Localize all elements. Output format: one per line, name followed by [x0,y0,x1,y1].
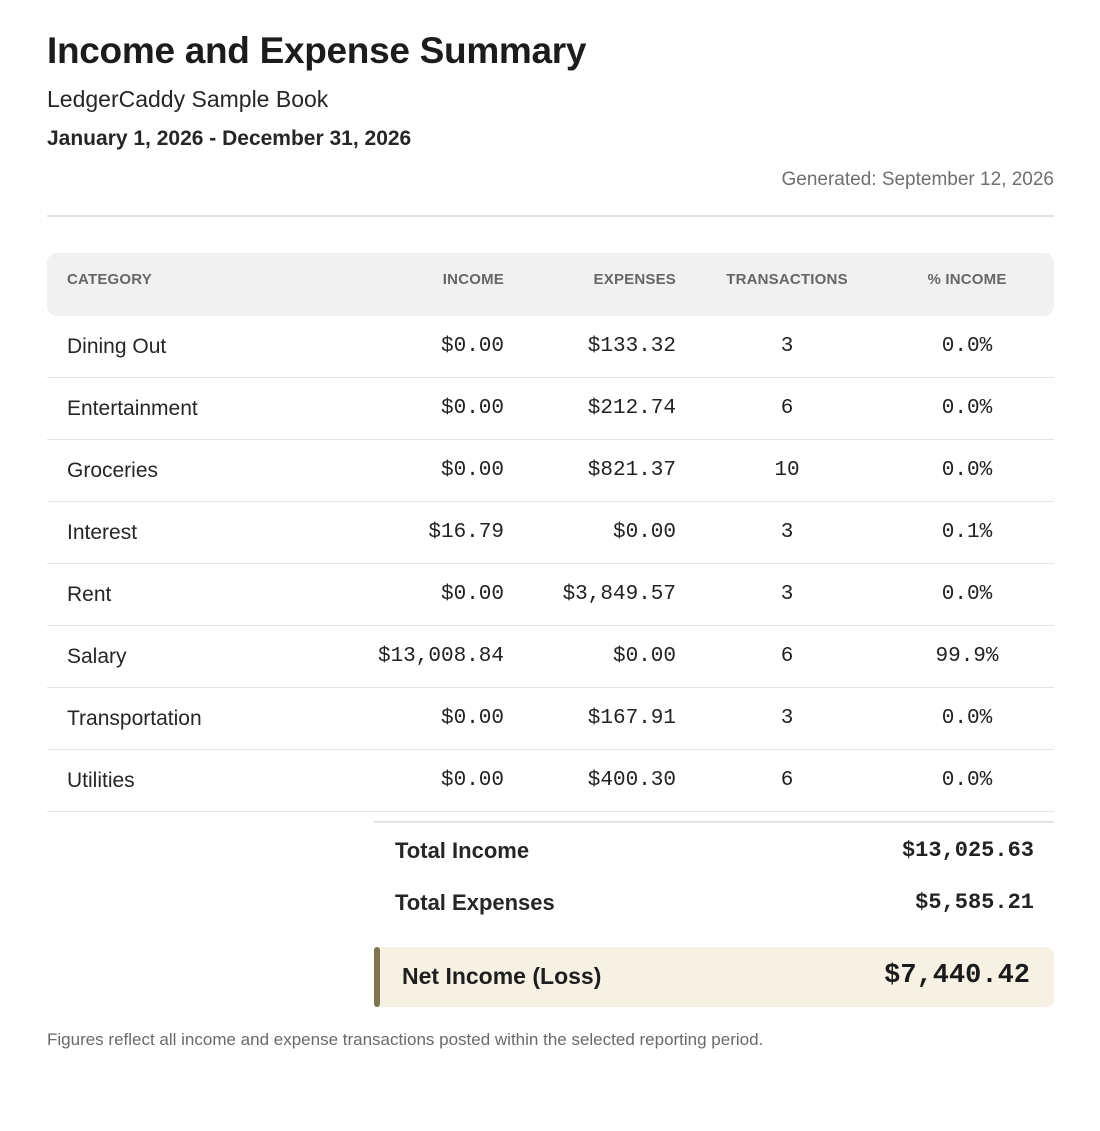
header-expenses[interactable]: EXPENSES [593,271,676,288]
income-cell: $0.00 [440,397,504,420]
expenses-cell: $212.74 [587,397,676,420]
net-income-label: Net Income (Loss) [402,963,602,989]
pct-income-cell: 0.0% [941,707,993,730]
header-divider [47,215,1054,217]
table-row [47,378,1054,440]
income-cell: $0.00 [440,459,504,482]
income-cell: $0.00 [440,583,504,606]
total-income-row [374,823,1054,875]
total-income-label: Total Income [395,838,530,863]
transactions-cell: 3 [780,707,794,730]
net-income-accent-bar [374,947,380,1007]
category-cell: Transportation [67,707,202,730]
category-cell: Salary [67,645,127,668]
expenses-cell: $821.37 [587,459,676,482]
table-row [47,626,1054,688]
table-header [47,253,1054,316]
expenses-cell: $0.00 [612,645,676,668]
income-cell: $0.00 [440,335,504,358]
total-expenses-value: $5,585.21 [915,890,1034,915]
net-income-value: $7,440.42 [884,961,1030,991]
transactions-cell: 6 [780,397,794,420]
pct-income-cell: 0.0% [941,583,993,606]
total-expenses-label: Total Expenses [395,890,555,915]
totals-section [374,821,1054,927]
table-row [47,564,1054,626]
transactions-cell: 3 [780,583,794,606]
total-expenses-row [374,875,1054,927]
category-cell: Interest [67,521,138,544]
pct-income-cell: 0.1% [941,521,993,544]
category-cell: Utilities [67,769,135,792]
total-income-value: $13,025.63 [901,838,1034,863]
pct-income-cell: 0.0% [941,335,993,358]
net-income-box [374,947,1054,1007]
transactions-cell: 3 [780,521,794,544]
income-cell: $0.00 [440,769,504,792]
expenses-cell: $0.00 [612,521,676,544]
pct-income-cell: 0.0% [941,459,993,482]
category-cell: Rent [67,583,112,606]
transactions-cell: 6 [780,769,794,792]
header-pct-income[interactable]: % INCOME [927,271,1007,288]
pct-income-cell: 0.0% [941,397,993,420]
income-cell: $16.79 [428,521,504,544]
table-row [47,688,1054,750]
header-transactions[interactable]: TRANSACTIONS [726,271,848,288]
table-row [47,502,1054,564]
income-cell: $0.00 [440,707,504,730]
book-name: LedgerCaddy Sample Book [47,86,329,112]
expenses-cell: $400.30 [587,769,676,792]
expenses-cell: $3,849.57 [562,583,676,606]
generated-date: Generated: September 12, 2026 [781,169,1054,190]
summary-table [47,253,1054,812]
category-cell: Entertainment [67,397,198,420]
table-row [47,440,1054,502]
expenses-cell: $167.91 [587,707,676,730]
pct-income-cell: 0.0% [941,769,993,792]
pct-income-cell: 99.9% [935,645,999,668]
transactions-cell: 3 [780,335,794,358]
category-cell: Groceries [67,459,159,482]
table-row [47,316,1054,378]
report-period: January 1, 2026 - December 31, 2026 [47,127,412,150]
report-footnote: Figures reflect all income and expense transactions posted within the selected reporting period. [47,1030,764,1049]
header-income[interactable]: INCOME [442,271,504,288]
expenses-cell: $133.32 [587,335,676,358]
income-cell: $13,008.84 [377,645,504,668]
header-category[interactable]: CATEGORY [67,271,152,288]
transactions-cell: 6 [780,645,794,668]
report-title: Income and Expense Summary [47,30,587,71]
table-row [47,750,1054,812]
transactions-cell: 10 [774,459,800,482]
category-cell: Dining Out [67,335,167,358]
